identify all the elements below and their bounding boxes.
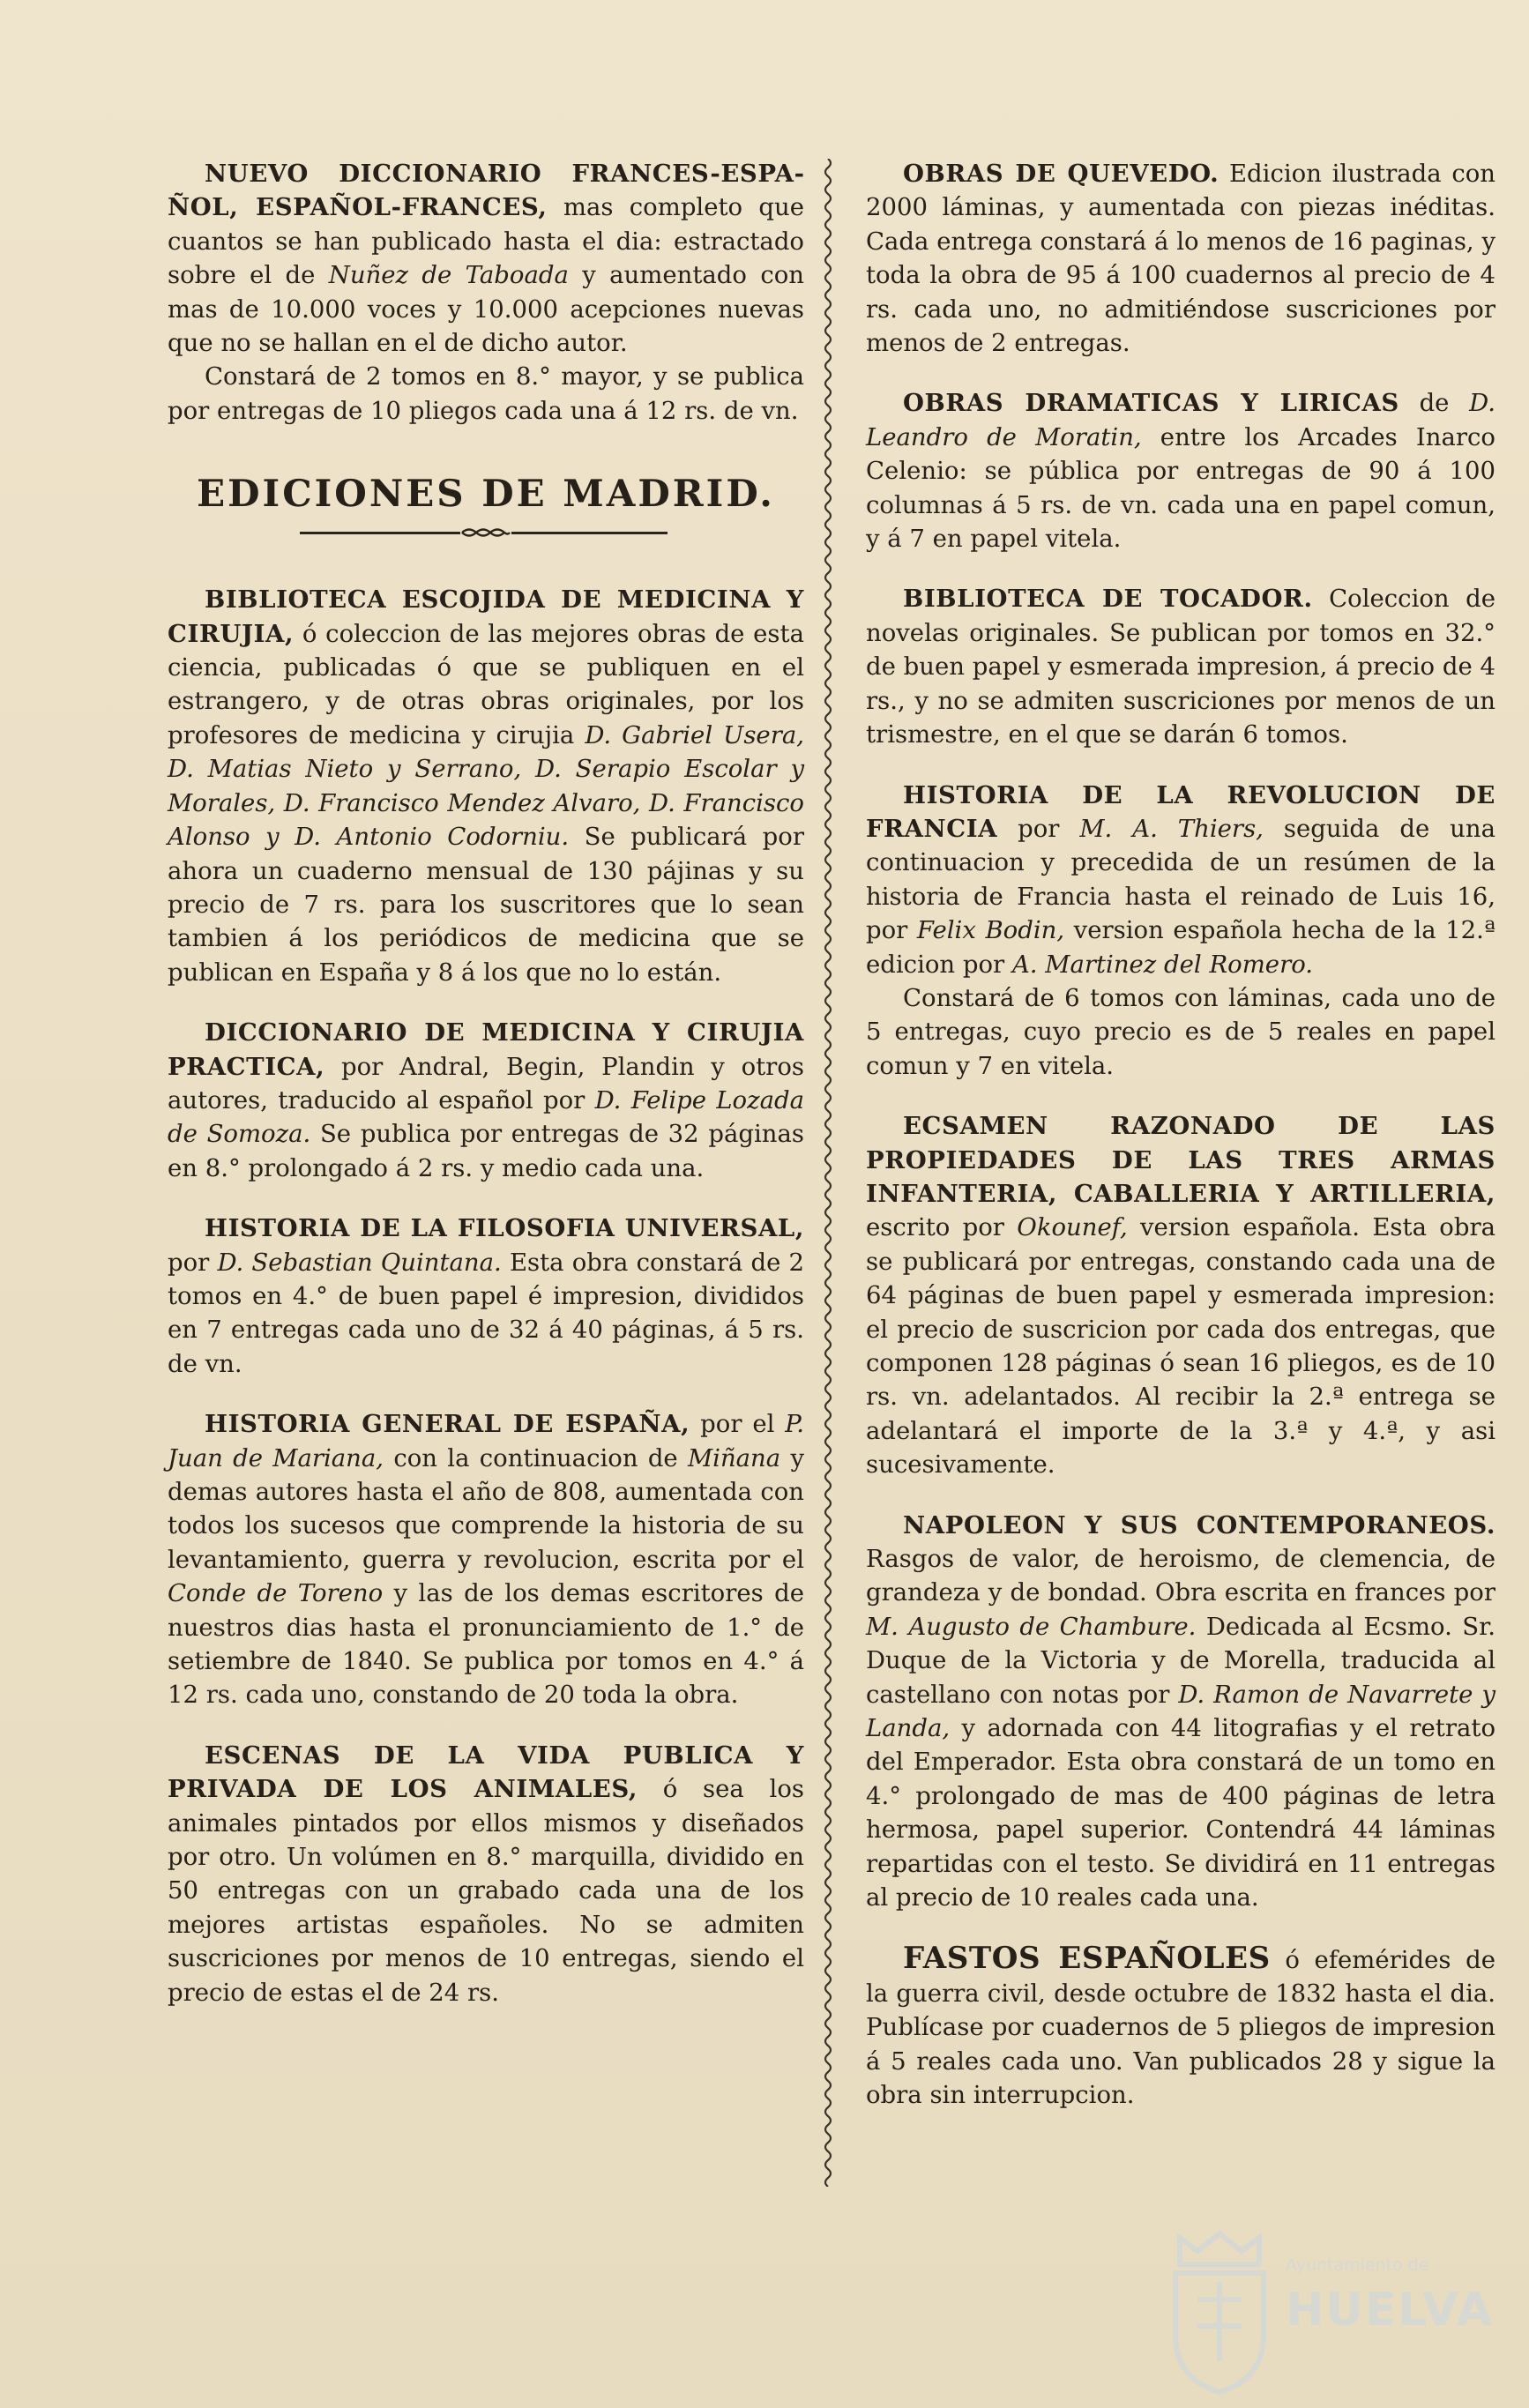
entry-text: escrito por (866, 1213, 1018, 1242)
entry-fastos-espanoles (866, 1942, 1495, 2113)
entry-text: y demas autores hasta el año de 808, aumentada con todos los sucesos que comprende la historia de su levantamiento, guerra y revolucion, escrita por el (168, 1443, 804, 1574)
left-column (168, 157, 804, 2009)
ornament-icon (460, 526, 511, 540)
entry-text: Edicion ilustrada con 2000 láminas, y aumentada con piezas inéditas. Cada entrega constará á lo menos de 16 paginas, y toda la obra de 95 á 100 cuadernos al precio de 4 rs. cada uno, no admitiéndose suscriciones por menos de 2 entregas. (866, 160, 1495, 358)
entry-heading: HISTORIA DE LA FILOSOFIA UNIVERSAL, (205, 1214, 804, 1243)
entry-paragraph (168, 1211, 804, 1381)
entry-paragraph (866, 1109, 1495, 1481)
entry-text: ó efemérides de la guerra civil, desde octubre de 1832 hasta el dia. Publícase por cuadernos de 5 pliegos de impresion á 5 reales cada uno. Van publicados 28 y sigue la obra sin interrupcion. (866, 1945, 1495, 2110)
entry-text: version española. Esta obra se publicará por entregas, constando cada una de 64 páginas de buen papel y esmerada impresion: el precio de suscricion por cada dos entregas, que componen 128 páginas ó sean 16 pliegos, es de 10 rs. vn. adelantados. Al recibir la 2.ª entrega se adelantará el importe de la 3.ª y 4.ª, y asi sucesivamente. (866, 1213, 1495, 1480)
entry-text: Esta obra constará de 2 tomos en 4.° de buen papel é impresion, divididos en 7 entregas cada uno de 32 á 40 páginas, á 5 rs. de vn. (168, 1248, 804, 1378)
section-title: EDICIONES DE MADRID. (197, 472, 775, 516)
entry-obras-quevedo (866, 157, 1495, 360)
entry-author: P. Juan de Mariana, (168, 1410, 804, 1472)
entry-napoleon (866, 1509, 1495, 1915)
entry-text: mas completo que cuantos se han publicado hasta el dia: estractado sobre el de (168, 193, 804, 290)
entry-text: y las de los demas escritores de nuestros dias hasta el pronunciamiento de 1.° de setiembre de 1840. Se publica por tomos en 4.° á 12 rs. cada uno, constando de 20 toda la obra. (168, 1579, 804, 1710)
entry-text: Coleccion de novelas originales. Se publican por tomos en 32.° de buen papel y esmerada impresion, á precio de 4 rs., y no se admiten suscriciones por menos de un trismestre, en el que se darán 6 tomos. (866, 585, 1495, 749)
entry-biblioteca-tocador (866, 582, 1495, 751)
entry-text: y adornada con 44 litografias y el retrato del Emperador. Esta obra constará de un tomo en 4.° prolongado de mas de 400 páginas de letra hermosa, papel superior. Contendrá 44 láminas repartidas con el testo. Se dividirá en 11 entregas al precio de 10 reales cada una. (866, 1714, 1495, 1912)
entry-author: Okounef, (1017, 1213, 1128, 1242)
entry-author: Felix Bodin, (916, 916, 1065, 945)
entry-heading: BIBLIOTECA ESCOJIDA DE MEDICINA Y CIRUJIA, (168, 585, 804, 648)
entry-author: D. Sebastian Quintana. (217, 1248, 502, 1277)
watermark-line1: Ayuntamiento de (1286, 2255, 1429, 2275)
entry-heading: HISTORIA GENERAL DE ESPAÑA, (205, 1410, 690, 1439)
entry-paragraph: Constará de 6 tomos con láminas, cada uno de 5 entregas, cuyo precio es de 5 reales en papel comun y 7 en vitela. (866, 983, 1495, 1080)
entry-biblioteca-medicina (168, 583, 804, 989)
right-column (866, 157, 1495, 2113)
entry-text: de (1398, 389, 1470, 418)
entry-author: M. A. Thiers, (1079, 814, 1264, 843)
entry-text: ó coleccion de las mejores obras de esta ciencia, publicadas ó que se publiquen en el estrangero, y de otras obras originales, por los profesores de medicina y cirujia (168, 619, 804, 749)
entry-heading: OBRAS DRAMATICAS Y LIRICAS (903, 389, 1399, 418)
entry-paragraph (168, 583, 804, 989)
watermark-line2: HUELVA (1286, 2284, 1495, 2337)
entry-author: D. Gabriel Usera, D. Matias Nieto y Serrano, D. Serapio Escolar y Morales, D. Francisco Mendez Alvaro, D. Francisco Alonso y D. Antonio Codorniu. (168, 720, 804, 852)
entry-paragraph (168, 157, 804, 360)
entry-diccionario-medicina (168, 1016, 804, 1185)
entry-paragraph (866, 582, 1495, 751)
entry-revolucion-francia (866, 779, 1495, 1084)
huelva-watermark (1162, 2229, 1495, 2397)
entry-paragraph (168, 1739, 804, 2009)
entry-paragraph (866, 779, 1495, 981)
entry-text: por el (690, 1410, 786, 1439)
entry-paragraph (866, 157, 1495, 360)
entry-text: por Andral, Begin, Plandin y otros autores, traducido al español por (168, 1052, 804, 1115)
entry-text: y aumentado con mas de 10.000 voces y 10.000 acepciones nuevas que no se hallan en el de dicho autor. (168, 261, 804, 358)
entry-text: Rasgos de valor, de heroismo, de clemencia, de grandeza y de bondad. Obra escrita en frances por (866, 1545, 1495, 1607)
entry-author: D. Leandro de Moratin, (866, 389, 1495, 451)
entry-text: Se publica por entregas de 32 páginas en 8.° prolongado á 2 rs. y medio cada una. (168, 1120, 804, 1182)
entry-paragraph (168, 1407, 804, 1712)
entry-heading: NUEVO DICCIONARIO FRANCES-ESPAÑOL, ESPAÑOL-FRANCES, (168, 160, 804, 222)
entry-heading: HISTORIA DE LA REVOLUCION DE FRANCIA (866, 780, 1495, 843)
entry-heading: FASTOS ESPAÑOLES (903, 1940, 1271, 1976)
entry-obras-dramaticas (866, 386, 1495, 555)
entry-text: por (997, 814, 1080, 843)
entry-heading: OBRAS DE QUEVEDO. (903, 160, 1219, 188)
entry-author: Miñana (688, 1443, 781, 1472)
entry-paragraph (866, 1509, 1495, 1915)
entry-heading: ESCENAS DE LA VIDA PUBLICA Y PRIVADA DE LOS ANIMALES, (168, 1741, 804, 1804)
entry-text: seguida de una continuacion y precedida de un resúmen de la historia de Francia hasta el reinado de Luis 16, por (866, 814, 1495, 945)
entry-text: ó sea los animales pintados por ellos mismos y diseñados por otro. Un volúmen en 8.° marquilla, dividido en 50 entregas con un grabado cada una de los mejores artistas españoles. No se admiten suscriciones por menos de 10 entregas, siendo el precio de estas el de 24 rs. (168, 1775, 804, 2007)
entry-text: version española hecha de la 12.ª edicion por (866, 916, 1495, 979)
entry-historia-espana (168, 1407, 804, 1712)
entry-author: A. Martinez del Romero. (1011, 950, 1314, 979)
crest-icon (1162, 2229, 1277, 2397)
entry-author: M. Augusto de Chambure. (866, 1612, 1197, 1641)
entry-paragraph (168, 1016, 804, 1185)
entry-heading: ECSAMEN RAZONADO DE LAS PROPIEDADES DE LAS TRES ARMAS INFANTERIA, CABALLERIA Y ARTILLERIA, (866, 1112, 1495, 1208)
entry-heading: DICCIONARIO DE MEDICINA Y CIRUJIA PRACTICA, (168, 1018, 804, 1081)
entry-author: Conde de Toreno (168, 1579, 384, 1608)
entry-author: D. Ramon de Navarrete y Landa, (866, 1680, 1495, 1743)
entry-paragraph: Constará de 2 tomos en 8.° mayor, y se publica por entregas de 10 pliegos cada una á 12 rs. de vn. (168, 362, 804, 425)
ornamental-rule (168, 518, 804, 546)
entry-text: Dedicada al Ecsmo. Sr. Duque de la Victoria y de Morella, traducida al castellano con notas por (866, 1612, 1496, 1709)
entry-paragraph (866, 1942, 1495, 2113)
column-divider (820, 159, 836, 2187)
entry-author: Nuñez de Taboada (328, 261, 569, 290)
entry-heading: BIBLIOTECA DE TOCADOR. (903, 585, 1313, 614)
entry-historia-filosofia (168, 1211, 804, 1381)
entry-ecsamen-armas (866, 1109, 1495, 1481)
entry-text: por (168, 1248, 218, 1277)
entry-author: D. Felipe Lozada de Somoza. (168, 1085, 804, 1149)
entry-paragraph (866, 386, 1495, 555)
entry-escenas-animales (168, 1739, 804, 2009)
entry-heading: NAPOLEON Y SUS CONTEMPORANEOS. (903, 1510, 1495, 1539)
entry-text: Se publicará por ahora un cuaderno mensual de 130 pájinas y su precio de 7 rs. para los suscritores que lo sean tambien á los periódicos de medicina que se publican en España y 8 á los que no lo están. (168, 823, 804, 987)
entry-text: entre los Arcades Inarco Celenio: se pública por entregas de 90 á 100 columnas á 5 rs. de vn. cada una en papel comun, y á 7 en papel vitela. (866, 422, 1495, 554)
entry-text: con la continuacion de (384, 1443, 688, 1472)
entry-diccionario-frances (168, 157, 804, 428)
